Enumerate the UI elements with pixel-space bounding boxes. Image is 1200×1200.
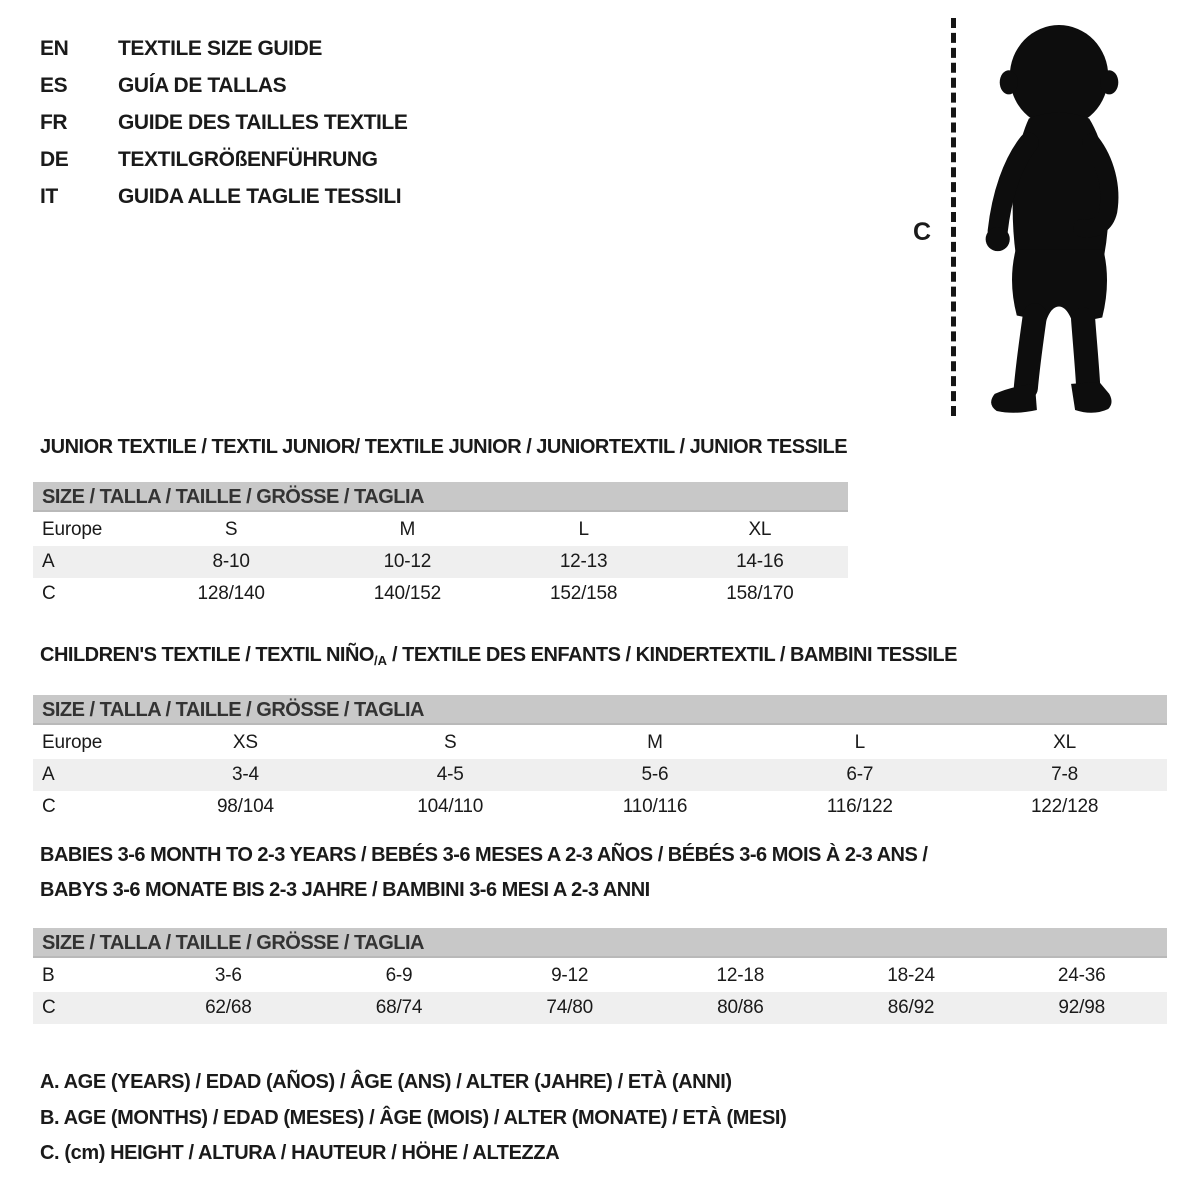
size-cell: 128/140 [197, 583, 265, 604]
size-header-bar: SIZE / TALLA / TAILLE / GRÖSSE / TAGLIA [33, 695, 1167, 725]
size-cell: 3-4 [231, 764, 259, 785]
size-cell: S [224, 519, 238, 540]
row-label: C [42, 997, 56, 1018]
section-title [40, 838, 1167, 908]
language-title: TEXTILGRÖßENFÜHRUNG [118, 147, 378, 171]
table-row [33, 960, 1167, 992]
size-cell: L [578, 519, 589, 540]
size-cell: 92/98 [1058, 997, 1105, 1018]
size-cell: 62/68 [205, 997, 252, 1018]
size-cell: 74/80 [546, 997, 593, 1018]
row-label: Europe [42, 732, 103, 753]
title-subscript: /A [373, 653, 387, 668]
language-row [40, 104, 407, 141]
language-code: DE [40, 147, 69, 171]
size-header-bar: SIZE / TALLA / TAILLE / GRÖSSE / TAGLIA [33, 482, 848, 512]
size-cell: M [399, 519, 416, 540]
size-cell: 104/110 [417, 796, 484, 817]
size-cell: 12-13 [559, 551, 608, 572]
table-row [33, 727, 1167, 759]
size-cell: XS [232, 732, 258, 753]
language-row [40, 178, 407, 215]
size-cell: 12-18 [716, 965, 765, 986]
title-text: CHILDREN'S TEXTILE / TEXTIL NIÑO [40, 644, 374, 666]
size-cell: 98/104 [216, 796, 274, 817]
table-row [33, 992, 1167, 1024]
row-label: C [42, 796, 56, 817]
size-cell: 8-10 [212, 551, 250, 572]
row-label: A [42, 764, 55, 785]
table-row [33, 759, 1167, 791]
junior-size-section [33, 430, 848, 610]
legend-line-b: B. AGE (MONTHS) / EDAD (MESES) / ÂGE (MOIS) / ALTER (MONATE) / ETÀ (MESI) [40, 1106, 787, 1129]
measurement-figure [905, 14, 1155, 420]
size-cell: 6-9 [385, 965, 413, 986]
table-row [33, 546, 848, 578]
size-cell: 9-12 [551, 965, 589, 986]
size-cell: XL [748, 519, 772, 540]
size-cell: 80/86 [717, 997, 764, 1018]
language-row [40, 30, 407, 67]
children-size-section [33, 638, 1167, 823]
language-code: FR [40, 110, 68, 134]
size-cell: 68/74 [375, 997, 423, 1018]
title-text: JUNIOR TEXTILE / TEXTIL JUNIOR/ TEXTILE JUNIOR / JUNIORTEXTIL / JUNIOR TESSILE [40, 436, 848, 458]
legend-line-a: A. AGE (YEARS) / EDAD (AÑOS) / ÂGE (ANS) / ALTER (JAHRE) / ETÀ (ANNI) [40, 1071, 732, 1093]
size-cell: 158/170 [726, 583, 794, 604]
legend-line-c: C. (cm) HEIGHT / ALTURA / HAUTEUR / HÖHE / ALTEZZA [40, 1142, 560, 1164]
size-cell: 116/122 [826, 796, 893, 817]
row-label: A [42, 551, 55, 572]
size-cell: S [443, 732, 457, 753]
row-label: C [42, 583, 56, 604]
language-code: EN [40, 36, 69, 60]
size-cell: 5-6 [641, 764, 669, 785]
size-cell: 4-5 [436, 764, 464, 785]
title-text: BABIES 3-6 MONTH TO 2-3 YEARS / BEBÉS 3-6 MESES A 2-3 AÑOS / BÉBÉS 3-6 MOIS À 2-3 ANS / [40, 844, 928, 866]
language-title: GUÍA DE TALLAS [118, 73, 287, 97]
section-title [40, 638, 1167, 678]
section-title [40, 430, 848, 465]
language-title: GUIDA ALLE TAGLIE TESSILI [118, 184, 402, 208]
size-header-bar: SIZE / TALLA / TAILLE / GRÖSSE / TAGLIA [33, 928, 1167, 958]
babies-size-section [33, 838, 1167, 1024]
language-title: GUIDE DES TAILLES TEXTILE [118, 110, 408, 134]
height-measure-label: C [913, 218, 932, 246]
size-cell: 10-12 [383, 551, 432, 572]
size-cell: XL [1053, 732, 1076, 753]
language-code: ES [40, 73, 68, 97]
size-cell: L [854, 732, 865, 753]
size-cell: 14-16 [736, 551, 784, 572]
size-cell: 7-8 [1051, 764, 1079, 785]
row-label: B [42, 965, 55, 986]
size-cell: 18-24 [887, 965, 935, 986]
title-text: BABYS 3-6 MONATE BIS 2-3 JAHRE / BAMBINI 3-6 MESI A 2-3 ANNI [40, 879, 650, 901]
language-row [40, 67, 407, 104]
size-cell: 86/92 [887, 997, 935, 1018]
language-title: TEXTILE SIZE GUIDE [118, 36, 322, 60]
toddler-silhouette-icon [969, 16, 1145, 418]
language-code: IT [40, 184, 58, 208]
table-row [33, 578, 848, 610]
language-guide [40, 30, 407, 215]
size-cell: 24-36 [1057, 965, 1106, 986]
height-measure-line [951, 18, 956, 416]
title-text: / TEXTILE DES ENFANTS / KINDERTEXTIL / BAMBINI TESSILE [386, 644, 957, 666]
row-label: Europe [42, 519, 103, 540]
table-row [33, 791, 1167, 823]
size-cell: 152/158 [549, 583, 618, 604]
size-cell: 140/152 [373, 583, 442, 604]
language-row [40, 141, 407, 178]
size-cell: 122/128 [1030, 796, 1099, 817]
legend [40, 1065, 786, 1172]
size-cell: M [647, 732, 663, 753]
size-cell: 3-6 [214, 965, 242, 986]
table-row [33, 514, 848, 546]
size-cell: 6-7 [846, 764, 874, 785]
size-cell: 110/116 [622, 796, 688, 817]
